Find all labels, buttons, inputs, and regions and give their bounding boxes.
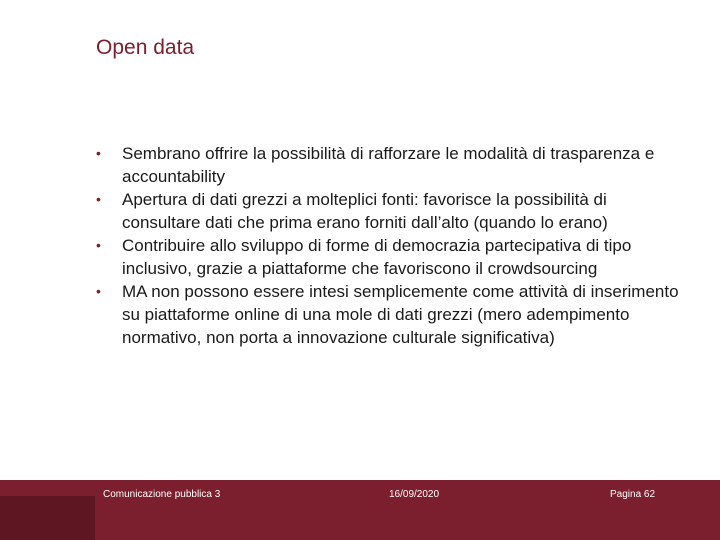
bullet-list xyxy=(96,142,686,349)
footer-date: 16/09/2020 xyxy=(389,489,440,500)
bullet-item xyxy=(96,142,686,188)
bullet-text: Sembrano offrire la possibilità di rafforzare le modalità di trasparenza e accountability xyxy=(122,144,655,186)
bullet-text: Apertura di dati grezzi a molteplici fonti: favorisce la possibilità di consultare dati che prima erano forniti dall’alto (quando lo erano) xyxy=(122,190,608,232)
bullet-text: Contribuire allo sviluppo di forme di democrazia partecipativa di tipo inclusivo, grazie a piattaforme che favoriscono il crowdsourcing xyxy=(122,236,632,278)
footer-accent-block xyxy=(0,496,95,540)
bullet-marker: • xyxy=(96,191,101,207)
bullet-item xyxy=(96,280,686,349)
bullet-marker: • xyxy=(96,145,101,161)
footer-page-number: Pagina 62 xyxy=(610,489,656,500)
bullet-marker: • xyxy=(96,237,101,253)
bullet-item xyxy=(96,188,686,234)
bullet-text: MA non possono essere intesi semplicemente come attività di inserimento su piattaforme online di una mole di dati grezzi (mero adempimento normativo, non porta a innovazione culturale significativa) xyxy=(122,282,679,347)
bullet-item xyxy=(96,234,686,280)
footer-course-label: Comunicazione pubblica 3 xyxy=(103,489,221,500)
slide-title: Open data xyxy=(96,36,195,59)
bullet-marker: • xyxy=(96,283,101,299)
